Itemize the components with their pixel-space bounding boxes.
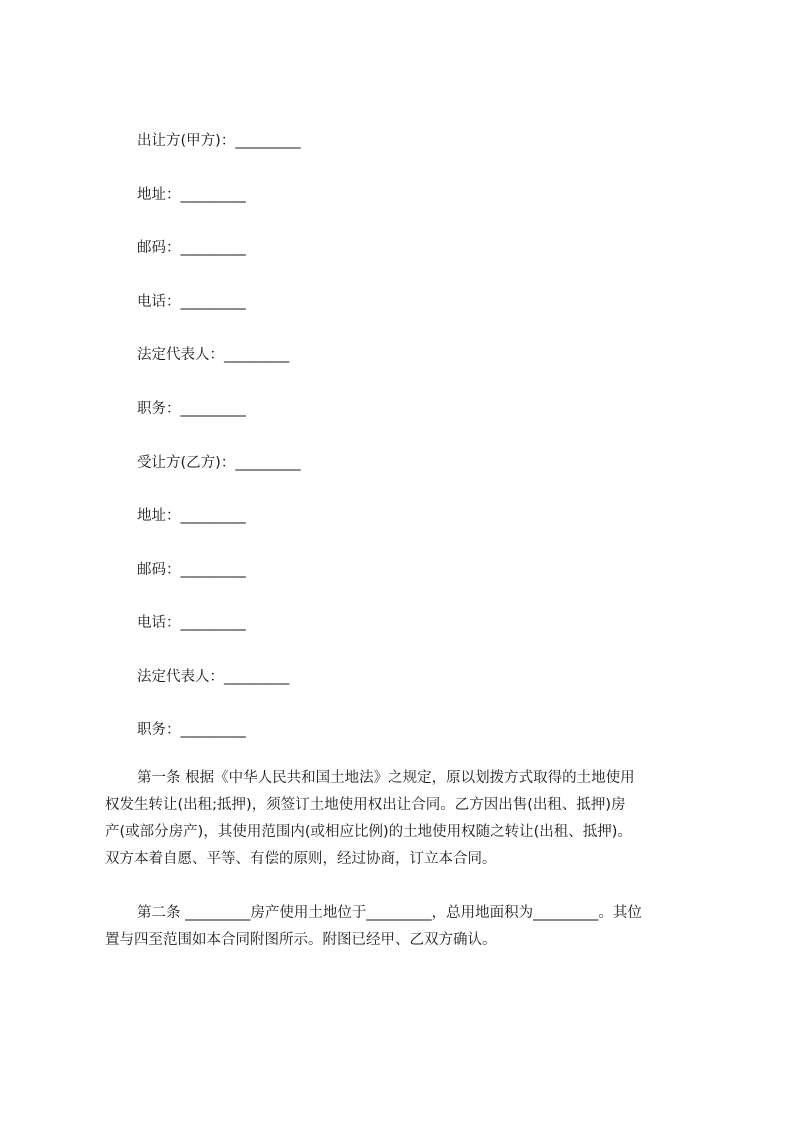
party-b-legal-rep: 法定代表人：_________: [137, 669, 290, 685]
article-1-line: 权发生转让(出租;抵押)，须签订土地使用权出让合同。乙方因出售(出租、抵押)房: [105, 797, 626, 813]
article-2: [105, 900, 715, 954]
article-2-line: 第二条 _________房产使用土地位于_________，总用地面积为_________。其位: [137, 905, 642, 921]
party-b-title: 受让方(乙方)：_________: [137, 455, 301, 471]
party-a-legal-rep: 法定代表人：_________: [137, 347, 290, 363]
article-1-line: 双方本着自愿、平等、有偿的原则，经过协商，订立本合同。: [105, 851, 497, 867]
party-a-position: 职务：_________: [137, 401, 246, 417]
article-1-line: 第一条 根据《中华人民共和国土地法》之规定，原以划拨方式取得的土地使用: [137, 770, 635, 786]
party-b-address: 地址：_________: [137, 508, 246, 524]
article-1: [105, 765, 715, 873]
article-1-line: 产(或部分房产)，其使用范围内(或相应比例)的土地使用权随之转让(出租、抵押)。: [105, 824, 632, 840]
party-a-phone: 电话：_________: [137, 294, 246, 310]
article-2-line: 置与四至范围如本合同附图所示。附图已经甲、乙双方确认。: [105, 932, 497, 948]
party-b-postcode: 邮码：_________: [137, 562, 246, 578]
party-a-postcode: 邮码：_________: [137, 240, 246, 256]
party-b-position: 职务：_________: [137, 722, 246, 738]
party-b-phone: 电话：_________: [137, 615, 246, 631]
party-a-title: 出让方(甲方)：_________: [137, 133, 301, 149]
party-a-address: 地址：_________: [137, 187, 246, 203]
